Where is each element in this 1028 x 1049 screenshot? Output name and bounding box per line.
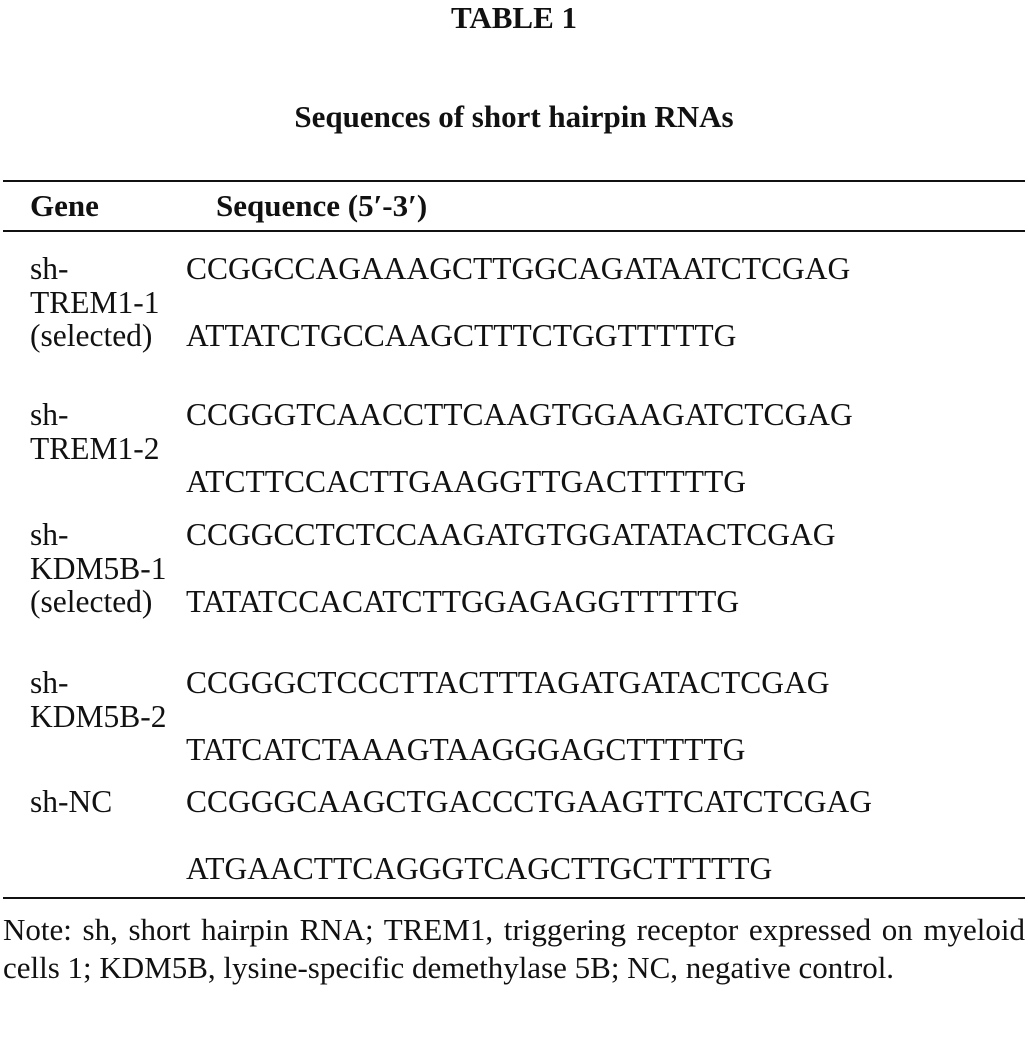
gene-cell: sh- KDM5B-1 (selected) [30, 517, 167, 619]
sequence-cell: CCGGGCTCCCTTACTTTAGATGATACTCGAG TATCATCTAAAGTAAGGGAGCTTTTTG [186, 665, 830, 767]
gene-cell: sh- KDM5B-2 [30, 665, 167, 734]
table-row [0, 785, 1028, 895]
sequence-cell: CCGGCCAGAAAGCTTGGCAGATAATCTCGAG ATTATCTGCCAAGCTTTCTGGTTTTTG [186, 251, 851, 353]
header-sequence: Sequence (5′-3′) [216, 188, 428, 223]
table-body [0, 252, 1028, 895]
header-rule [3, 230, 1025, 232]
table-note: Note: sh, short hairpin RNA; TREM1, triggering receptor expressed on myeloid cells 1; KDM5B, lysine-specific demethylase 5B; NC, negative control. [3, 912, 1025, 985]
top-rule [3, 180, 1025, 182]
sequence-cell: CCGGGTCAACCTTCAAGTGGAAGATCTCGAG ATCTTCCACTTGAAGGTTGACTTTTTG [186, 397, 853, 499]
sequence-cell: CCGGCCTCTCCAAGATGTGGATATACTCGAG TATATCCACATCTTGGAGAGGTTTTTG [186, 517, 836, 619]
table-row [0, 666, 1028, 785]
bottom-rule [3, 897, 1025, 899]
table-header [0, 186, 1028, 226]
table-title: Sequences of short hairpin RNAs [294, 99, 734, 134]
table-row [0, 518, 1028, 666]
gene-cell: sh- TREM1-2 [30, 397, 160, 466]
table-label: TABLE 1 [450, 0, 578, 35]
sequence-cell: CCGGGCAAGCTGACCCTGAAGTTCATCTCGAG ATGAACTTCAGGGTCAGCTTGCTTTTTG [186, 784, 873, 886]
gene-cell: sh- TREM1-1 (selected) [30, 251, 160, 353]
table-row [0, 398, 1028, 518]
header-gene: Gene [30, 188, 99, 223]
table-row [0, 252, 1028, 398]
gene-cell: sh-NC [30, 784, 113, 819]
